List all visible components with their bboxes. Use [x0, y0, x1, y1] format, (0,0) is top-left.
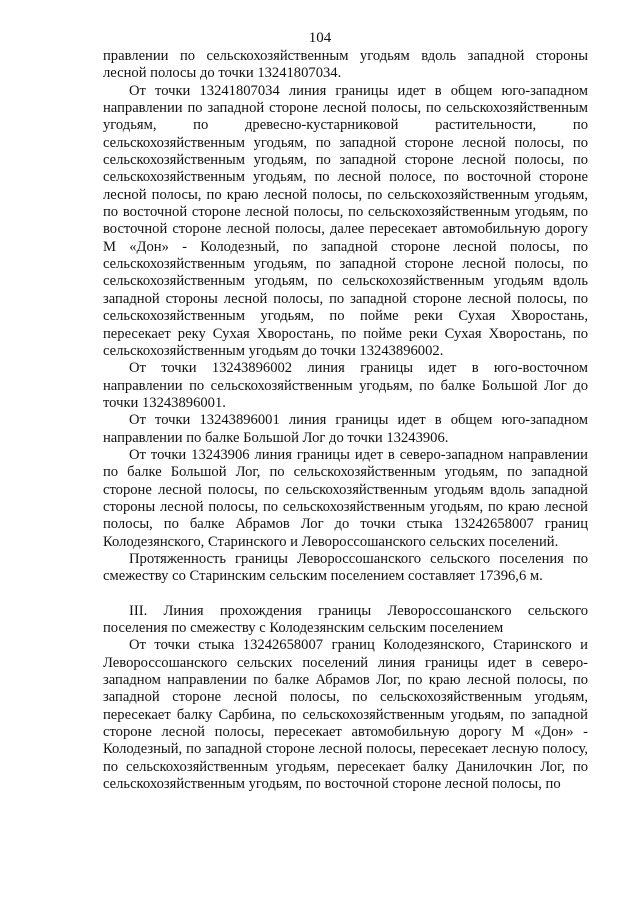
paragraph-boundary-13243896002: От точки 13243896002 линия границы идет в юго-восточном направлении по сельскохозяйственным угодьям, по балке Большой Лог до точки 13243896001.	[103, 360, 588, 411]
section-heading: III. Линия прохождения границы Левороссошанского сельского поселения по смежеству с Колодезянским сельским поселением	[103, 602, 588, 636]
paragraph-continuation: правлении по сельскохозяйственным угодьям вдоль западной стороны лесной полосы до точки 13241807034.	[103, 48, 588, 82]
paragraph-boundary-13243896001: От точки 13243896001 линия границы идет в общем юго-западном направлении по балке Большой Лог до точки 13243906.	[103, 412, 588, 446]
section-spacer	[103, 586, 588, 603]
paragraph-boundary-13243906: От точки 13243906 линия границы идет в северо-западном направлении по балке Большой Лог, по сельскохозяйственным угодьям, по западной стороне лесной полосы, по сельскохозяйственным угодьям вдоль западной стороны лесной полосы, по сельскохозяйственным угодьям, по краю лесной полосы, по балке Абрамов Лог до точки стыка 13242658007 границ Колодезянского, Старинского и Левороссошанского сельских поселений.	[103, 446, 588, 550]
paragraph-boundary-13241807034: От точки 13241807034 линия границы идет в общем юго-западном направлении по западной стороне лесной полосы, по сельскохозяйственным угодьям, по древесно-кустарниковой растительности, по сельскохозяйственным угодьям, по западной стороне лесной полосы, по сельскохозяйственным угодьям, по западной стороне лесной полосы, по сельскохозяйственным угодьям, по лесной полосе, по восточной стороне лесной полосы, по краю лесной полосы, по сельскохозяйственным угодьям, по восточной стороне лесной полосы, по сельскохозяйственным угодьям, по восточной стороне лесной полосы, далее пересекает автомобильную дорогу М «Дон» - Колодезный, по западной стороне лесной полосы, по сельскохозяйственным угодьям, по западной стороне лесной полосы, по сельскохозяйственным угодьям, по сельскохозяйственным угодьям вдоль западной стороны лесной полосы, по западной стороне лесной полосы, по сельскохозяйственным угодьям, по пойме реки Сухая Хворостань, пересекает реку Сухая Хворостань, по пойме реки Сухая Хворостань, по сельскохозяйственным угодьям до точки 13243896002.	[103, 82, 588, 359]
document-body	[103, 48, 588, 793]
paragraph-section-start: От точки стыка 13242658007 границ Колодезянского, Старинского и Левороссошанского сельских поселений линия границы идет в северо-западном направлении по балке Абрамов Лог, по краю лесной полосы, по западной стороне лесной полосы, по сельскохозяйственным угодьям, пересекает балку Сарбина, по сельскохозяйственным угодьям, по западной стороне лесной полосы, пересекает автомобильную дорогу М «Дон» - Колодезный, по западной стороне лесной полосы, пересекает лесную полосу, по сельскохозяйственным угодьям, пересекает балку Данилочкин Лог, по сельскохозяйственным угодьям, по восточной стороне лесной полосы, по	[103, 637, 588, 793]
paragraph-boundary-length: Протяженность границы Левороссошанского сельского поселения по смежеству со Старинским сельским поселением составляет 17396,6 м.	[103, 550, 588, 585]
page-number: 104	[308, 30, 332, 46]
